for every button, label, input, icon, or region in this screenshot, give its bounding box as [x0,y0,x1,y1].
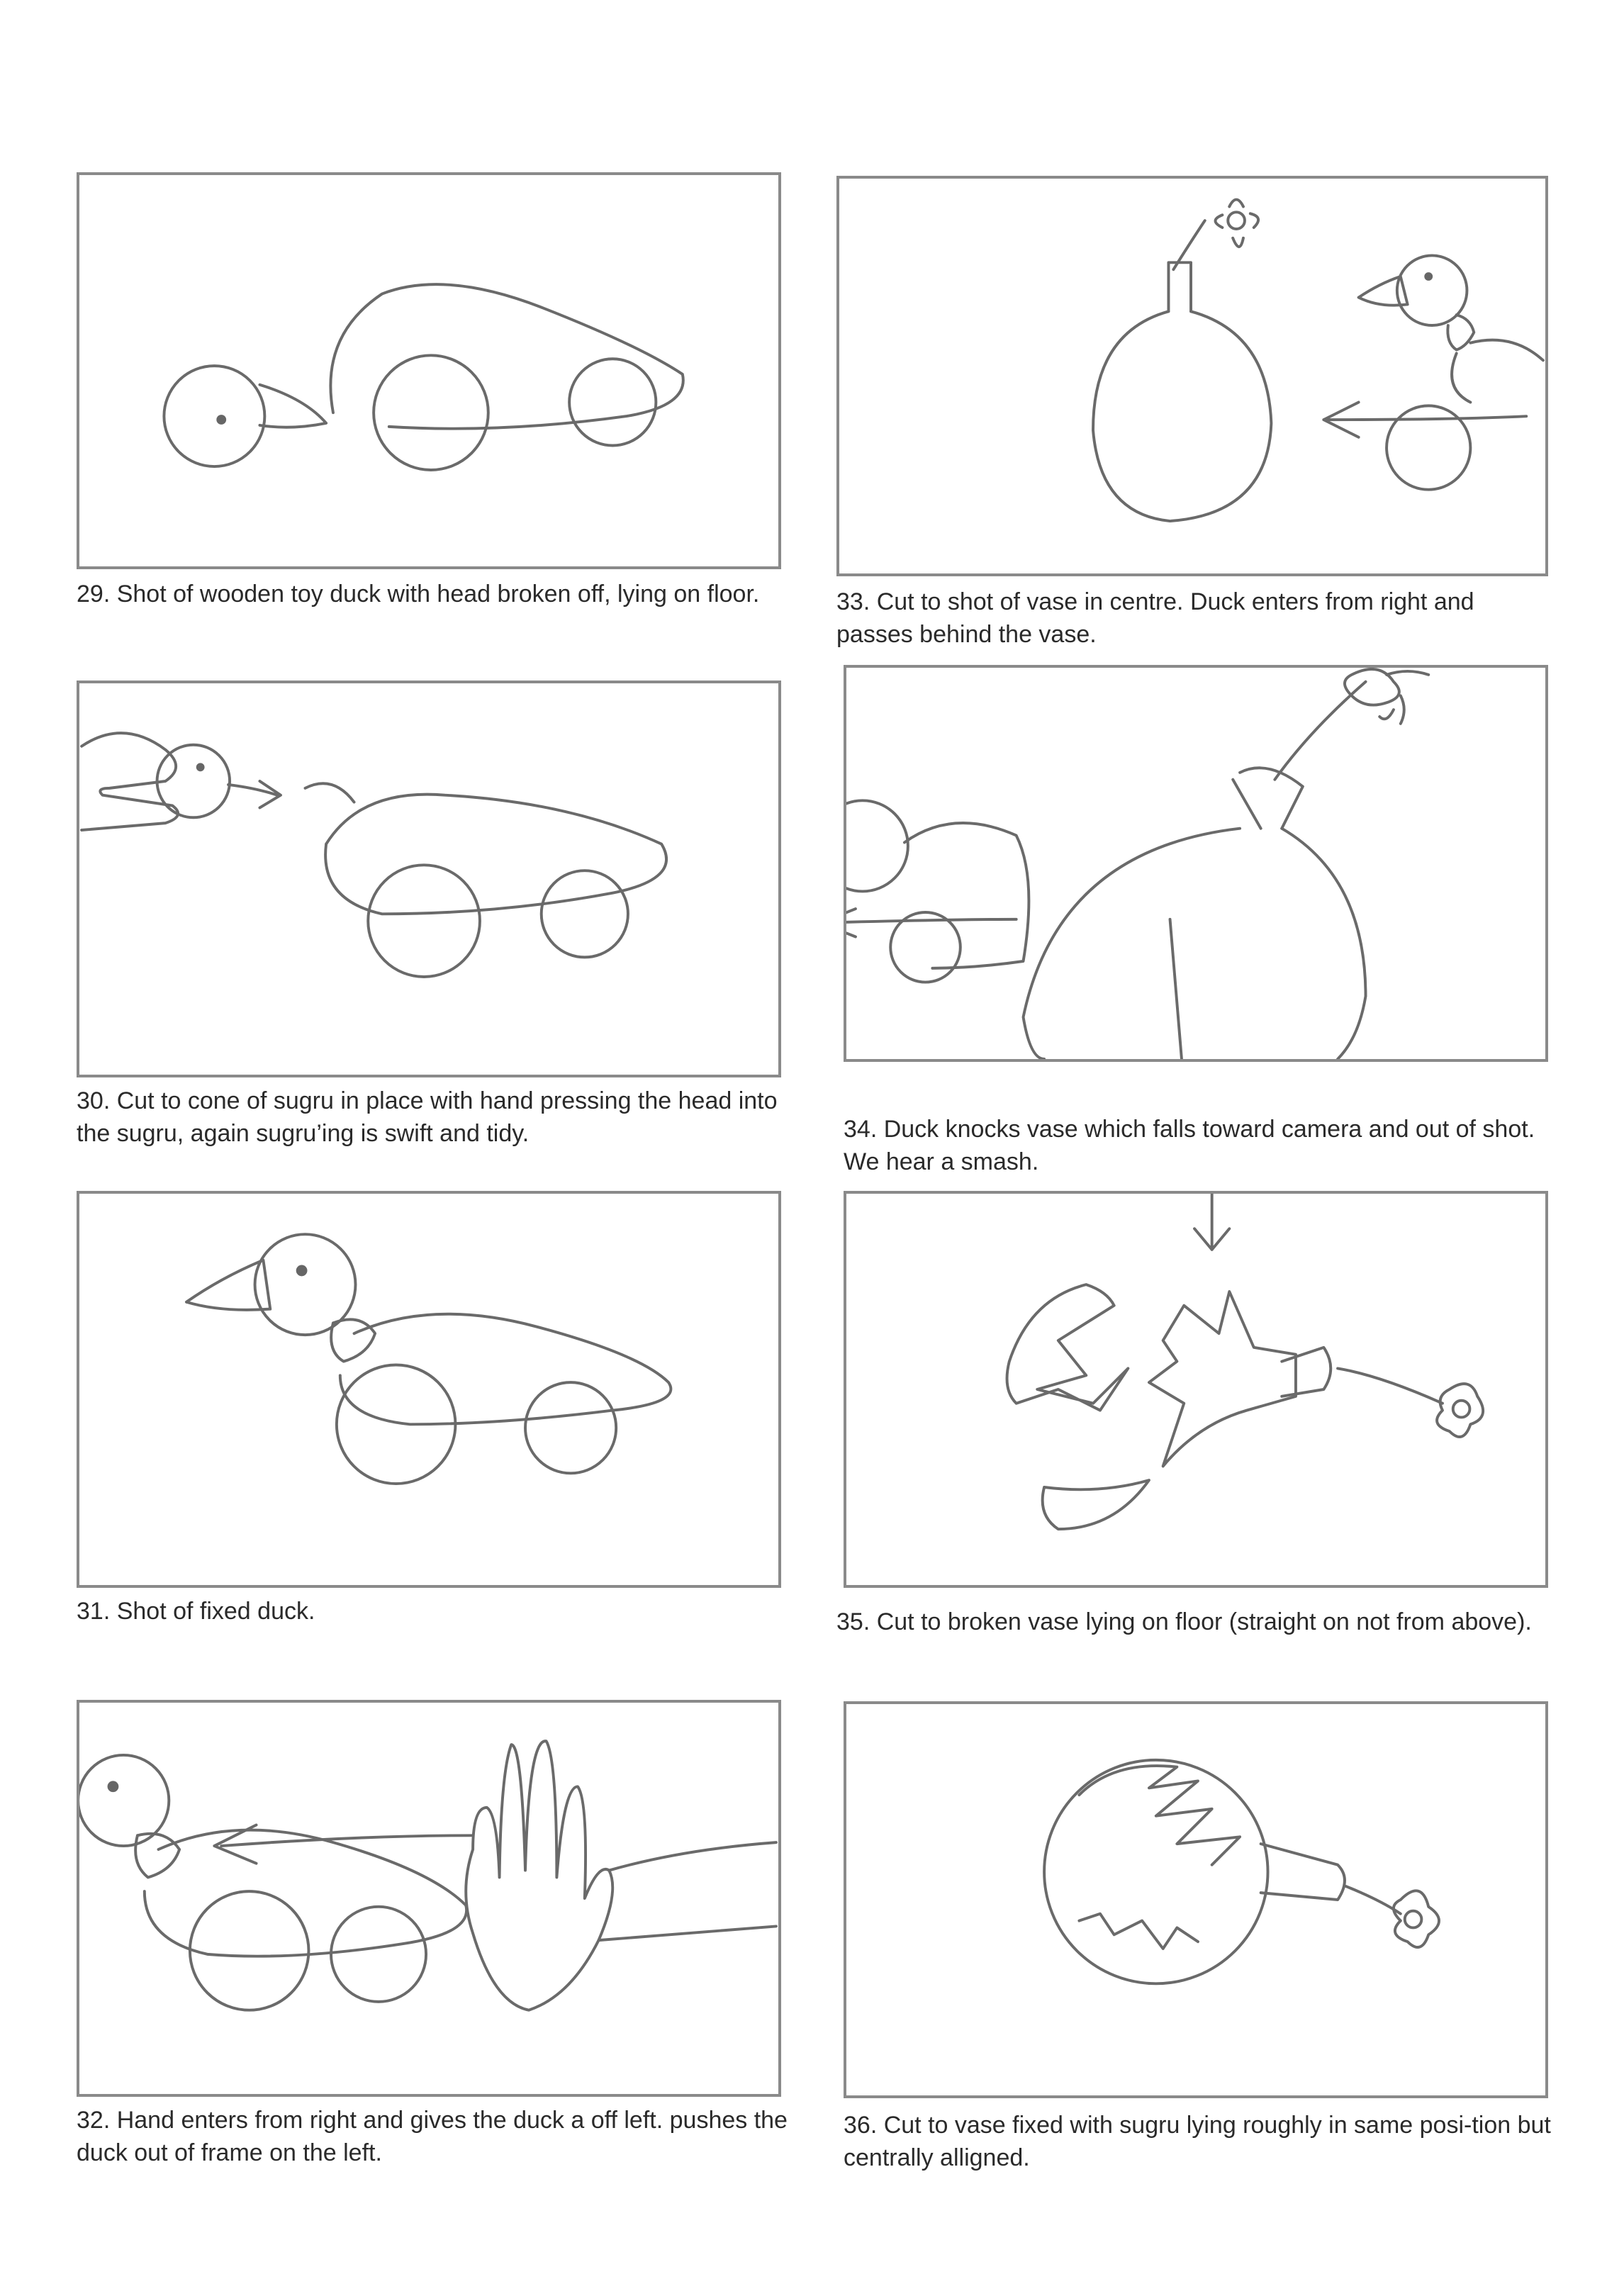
duck-head [79,1755,169,1846]
flower-petals [1379,671,1428,724]
duck-front-wheel [190,1891,309,2010]
fixed-vase-sketch [846,1704,1545,2095]
duck-rear-wheel [542,870,628,957]
duck-wheel [890,912,961,982]
frame-35-panel [844,1191,1548,1588]
fixed-duck-sketch [79,1194,778,1585]
sugru-repair-sketch [79,683,778,1075]
vase-body [1093,311,1271,521]
duck-rear-wheel [525,1382,616,1473]
duck-rear-wheel [331,1907,426,2002]
vase-neck [1168,262,1191,311]
vase-shard-right [1149,1292,1296,1466]
duck-front-wheel [374,355,488,470]
frame-31-caption: 31. Shot of fixed duck. [77,1598,315,1625]
vase-neck [1233,768,1303,828]
flower [1437,1384,1483,1437]
flower-center [1405,1911,1422,1928]
hand-push-duck-sketch [79,1703,778,2094]
frame-34-panel [844,665,1548,1062]
sugru-cone [306,783,354,802]
vase-shard-left [1007,1284,1129,1410]
flower-stem [1338,1368,1443,1403]
frame-33-caption: 33. Cut to shot of vase in centre. Duck enters from right and passes behind the vase. [836,588,1474,648]
duck-body [340,1314,671,1425]
duck-body [330,284,683,429]
vase-shard-bottom [1043,1480,1149,1529]
sugru-collar [135,1834,179,1878]
duck-front-wheel [368,865,480,977]
frame-30-panel [77,681,781,1077]
frame-36-panel [844,1701,1548,2098]
broken-vase-sketch [846,1194,1545,1585]
vase-duck-enter-sketch [839,179,1545,573]
vase-neck [1261,1844,1345,1900]
flower [1394,1891,1439,1947]
flower-center [1453,1401,1470,1418]
duck-body [325,795,666,914]
flower [1228,212,1245,229]
fall-arrow [1194,1194,1229,1250]
frame-32-panel [77,1700,781,2097]
frame-29-caption: 29. Shot of wooden toy duck with head broken off, lying on floor. [77,581,760,607]
duck-body [905,823,1029,968]
duck-beak [1359,276,1408,306]
broken-duck-sketch [79,175,778,566]
flower-stem [1345,1886,1401,1913]
frame-36-caption: 36. Cut to vase fixed with sugru lying roughly in same posi-tion but centrally alligned. [844,2112,1551,2171]
motion-arrow [1323,402,1526,437]
duck-body [1452,340,1543,403]
flower-petals [1216,200,1259,247]
vase-knocked-sketch [846,668,1545,1059]
motion-arrow [228,781,281,807]
frame-32-caption: 32. Hand enters from right and gives the duck a off left. pushes the duck out of frame on the left. [77,2107,788,2166]
duck-head [846,800,908,891]
duck-rear-wheel [569,359,656,445]
hand [82,733,178,830]
frame-29-panel [77,172,781,569]
frame-30-caption: 30. Cut to cone of sugru in place with hand pressing the head into the sugru, again sugru’ing is swift and tidy. [77,1087,778,1147]
frame-31-panel [77,1191,781,1588]
vase-body [1044,1760,1267,1983]
sugru-collar [331,1319,375,1361]
vase-neck [1282,1348,1331,1396]
duck-head [157,745,230,818]
fall-line [1170,919,1185,1059]
duck-head [164,366,264,466]
duck-beak [259,385,326,427]
frame-35-caption: 35. Cut to broken vase lying on floor (straight on not from above). [836,1608,1532,1635]
arm [599,1842,776,1940]
frame-34-caption: 34. Duck knocks vase which falls toward camera and out of shot. We hear a smash. [844,1116,1535,1175]
sugru-seam [1079,1766,1240,1949]
hand [466,1741,612,2010]
vase-body [1024,829,1366,1059]
frame-33-panel [836,176,1548,576]
